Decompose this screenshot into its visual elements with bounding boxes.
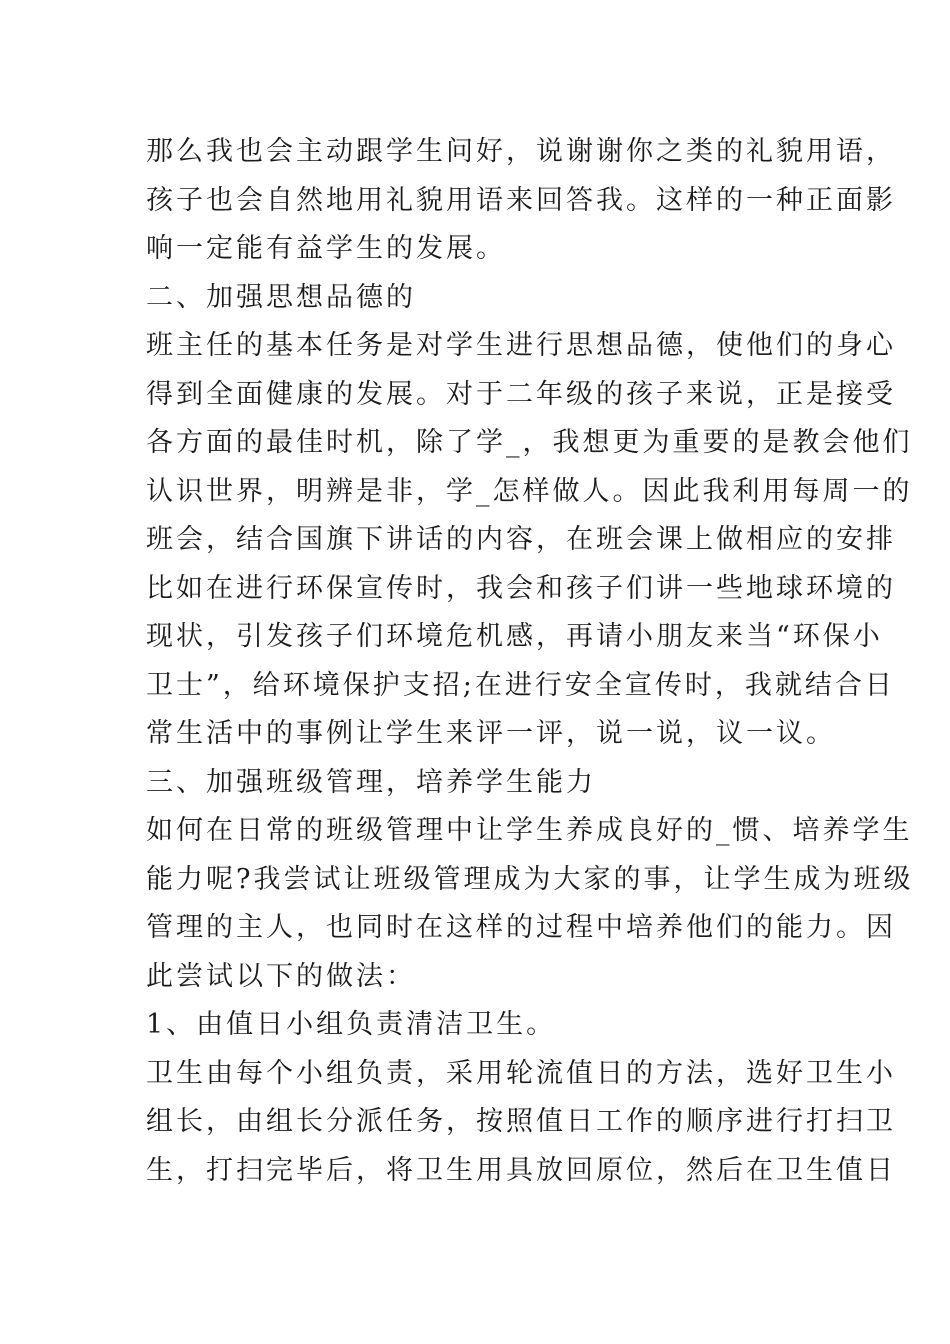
paragraph-line: 如何在日常的班级管理中让学生养成良好的_惯、培养学生	[146, 815, 913, 846]
paragraph-line: 此尝试以下的做法：	[146, 960, 416, 992]
list-item-heading: 1、由值日小组负责清洁卫生。	[146, 1009, 557, 1040]
paragraph-line: 常生活中的事例让学生来评一评，说一说，议一议。	[146, 718, 836, 749]
paragraph-line: 比如在进行环保宣传时，我会和孩子们讲一些地球环境的	[146, 572, 896, 604]
paragraph-line: 响一定能有益学生的发展。	[146, 233, 506, 264]
paragraph-line: 班主任的基本任务是对学生进行思想品德，使他们的身心	[146, 330, 896, 361]
paragraph-line: 能力呢?我尝试让班级管理成为大家的事，让学生成为班级	[146, 863, 914, 895]
paragraph-line: 班会，结合国旗下讲话的内容，在班会课上做相应的安排	[146, 524, 896, 555]
paragraph-line: 卫生由每个小组负责，采用轮流值日的方法，选好卫生小	[146, 1057, 896, 1089]
section-heading: 二、加强思想品德的	[146, 281, 416, 313]
paragraph-line: 组长，由组长分派任务，按照值日工作的顺序进行打扫卫	[146, 1106, 896, 1137]
paragraph-line: 现状，引发孩子们环境危机感，再请小朋友来当“环保小	[146, 621, 883, 652]
paragraph-line: 认识世界，明辨是非，学_怎样做人。因此我利用每周一的	[146, 475, 913, 507]
paragraph-line: 得到全面健康的发展。对于二年级的孩子来说，正是接受	[146, 378, 896, 410]
paragraph-line: 那么我也会主动跟学生问好，说谢谢你之类的礼貌用语，	[146, 136, 896, 167]
paragraph-line: 孩子也会自然地用礼貌用语来回答我。这样的一种正面影	[146, 184, 896, 216]
section-heading: 三、加强班级管理，培养学生能力	[146, 766, 596, 798]
paragraph-line: 生，打扫完毕后，将卫生用具放回原位，然后在卫生值日	[146, 1154, 896, 1186]
document-body	[146, 128, 914, 1195]
paragraph-line: 卫士”，给环境保护支招;在进行安全宣传时，我就结合日	[146, 669, 895, 701]
paragraph-line: 管理的主人，也同时在这样的过程中培养他们的能力。因	[146, 912, 896, 943]
paragraph-line: 各方面的最佳时机，除了学_，我想更为重要的是教会他们	[146, 427, 913, 458]
